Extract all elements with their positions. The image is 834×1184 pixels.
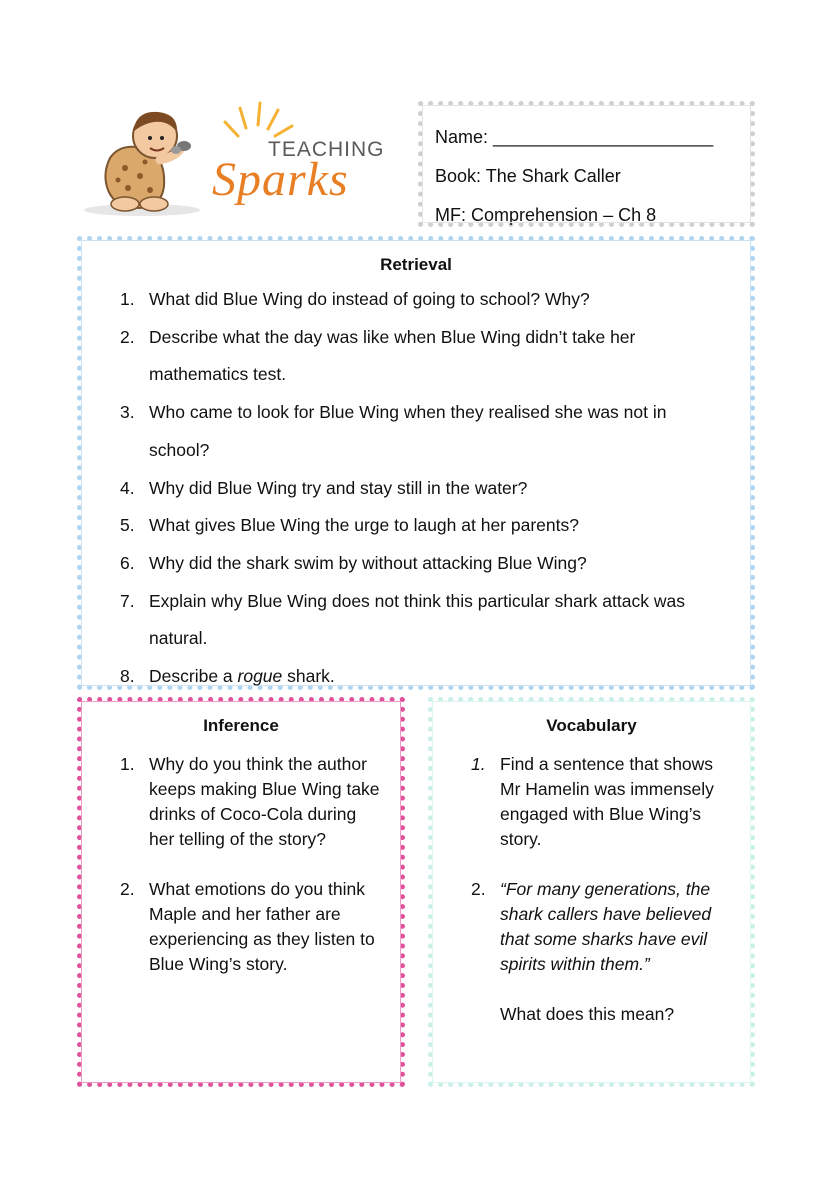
retrieval-question-list	[120, 281, 730, 696]
question-number: 2.	[120, 879, 135, 899]
retrieval-question	[120, 281, 730, 319]
teaching-sparks-logo	[80, 98, 390, 218]
retrieval-question	[120, 319, 730, 394]
inference-question-list	[120, 752, 386, 1002]
retrieval-section	[77, 236, 755, 690]
question-text: Why did the shark swim by without attacking Blue Wing?	[149, 552, 587, 573]
vocabulary-question-list	[471, 752, 736, 1052]
student-info-box	[418, 101, 755, 227]
retrieval-question	[120, 545, 730, 583]
question-number: 2.	[471, 879, 486, 899]
question-text: What gives Blue Wing the urge to laugh at her parents?	[149, 515, 579, 536]
retrieval-question	[120, 658, 730, 696]
question-emphasis: rogue	[237, 666, 283, 687]
question-number: 2.	[120, 326, 135, 347]
question-text-end: shark.	[282, 666, 335, 687]
retrieval-question	[120, 507, 730, 545]
retrieval-question	[120, 470, 730, 508]
name-line[interactable]: Name: ______________________	[435, 127, 714, 147]
inference-question	[120, 752, 386, 852]
question-number: 8.	[120, 666, 135, 687]
inference-question	[120, 877, 386, 977]
vocabulary-question	[471, 877, 736, 1027]
retrieval-question	[120, 394, 730, 469]
book-line: Book: The Shark Caller	[435, 166, 621, 186]
retrieval-title: Retrieval	[380, 255, 452, 274]
question-text: Explain why Blue Wing does not think this particular shark attack was natural.	[149, 590, 685, 649]
question-number: 1.	[471, 754, 486, 774]
logo-sparks-text: Sparks	[212, 153, 349, 206]
question-number: 1.	[120, 289, 135, 309]
question-number: 7.	[120, 590, 135, 611]
question-text: What emotions do you think Maple and her father are experiencing as they listen to Blue Wing’s story.	[149, 879, 375, 974]
followup-question: What does this mean?	[500, 1004, 675, 1024]
retrieval-question	[120, 583, 730, 658]
question-text: Find a sentence that shows Mr Hamelin was immensely engaged with Blue Wing’s story.	[500, 754, 714, 849]
question-text: Describe what the day was like when Blue Wing didn’t take her mathematics test.	[149, 326, 636, 385]
question-text: Why did Blue Wing try and stay still in the water?	[149, 477, 528, 498]
question-number: 6.	[120, 552, 135, 573]
question-number: 1.	[120, 754, 135, 774]
vocabulary-question	[471, 752, 736, 852]
question-number: 4.	[120, 477, 135, 498]
question-text-start: Describe a	[149, 666, 238, 687]
inference-title: Inference	[203, 716, 279, 735]
question-text: Who came to look for Blue Wing when they realised she was not in school?	[149, 402, 667, 460]
quote-text: “For many generations, the shark callers have believed that some sharks have evil spirits within them.”	[500, 879, 712, 974]
question-number: 5.	[120, 515, 135, 536]
logo-teaching-text: TEACHING	[268, 138, 385, 161]
mf-line: MF: Comprehension – Ch 8	[435, 205, 657, 225]
question-text: What did Blue Wing do instead of going to school? Why?	[149, 289, 590, 309]
question-number: 3.	[120, 402, 135, 423]
vocabulary-section	[428, 697, 755, 1087]
vocabulary-title: Vocabulary	[546, 716, 637, 735]
inference-section	[77, 697, 405, 1087]
question-text: Why do you think the author keeps making Blue Wing take drinks of Coco-Cola during her telling of the story?	[149, 754, 380, 849]
